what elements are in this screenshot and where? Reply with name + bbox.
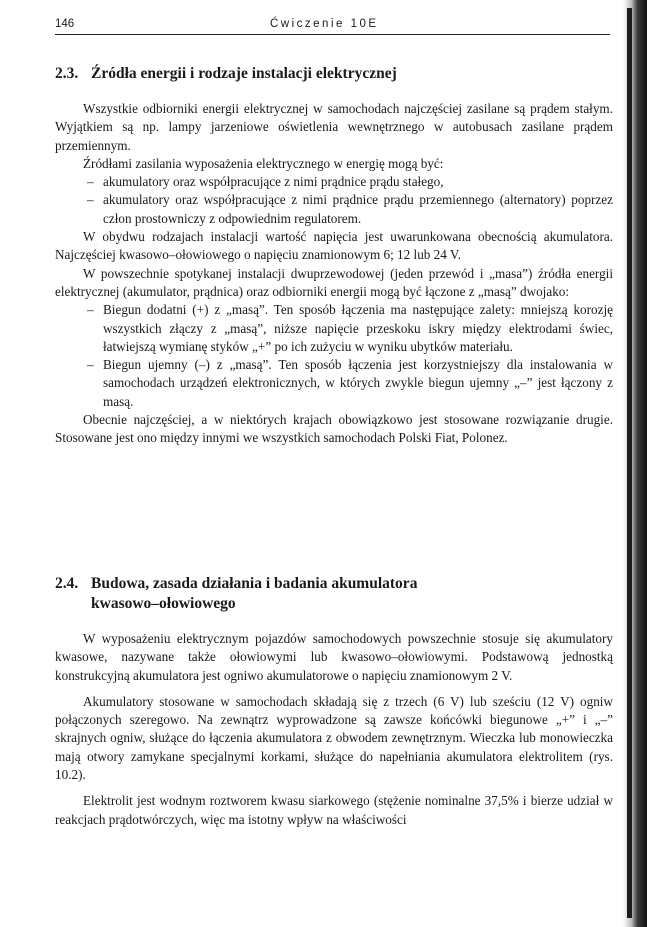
page-header	[55, 14, 610, 35]
dash-bullet: –	[87, 357, 94, 373]
paragraph: W powszechnie spotykanej instalacji dwuprzewodowej (jeden przewód i „masa”) źródła energii elektrycznej (akumulator, prądnica) oraz odbiorniki energii mogą być łączone z „masą” dwojako:	[55, 265, 613, 299]
dash-bullet: –	[87, 174, 94, 190]
page-number: 146	[55, 18, 75, 30]
section-heading-2-3	[55, 64, 615, 84]
section-number: 2.3.	[55, 65, 79, 82]
grounding-method-list	[55, 301, 613, 411]
dash-bullet: –	[87, 192, 94, 208]
paragraph: Akumulatory stosowane w samochodach składają się z trzech (6 V) lub sześciu (12 V) ogniw połączonych szeregowo. Na zewnątrz wyprowadzone są zawsze końcówki biegunowe „+” i „–” skrajnych ogniw, służące do łączenia akumulatora z obwodem zewnętrznym. Wieczka lub monowieczka mają otwory zamykane specjalnymi korkami, służące do napełniania akumulatora elektrolitem (rys. 10.2).	[55, 693, 613, 783]
paragraph: Elektrolit jest wodnym roztworem kwasu siarkowego (stężenie nominalne 37,5% i bierze udział w reakcjach prądotwórczych, więc ma istotny wpływ na właściwości	[55, 793, 613, 827]
list-item: – akumulatory oraz współpracujące z nimi prądnice prądu przemiennego (alternatory) poprzez człon prostowniczy z odpowiednim regulatorem.	[87, 192, 613, 226]
paragraph: Wszystkie odbiorniki energii elektrycznej w samochodach najczęściej zasilane są prądem stałym. Wyjątkiem są np. lampy jarzeniowe oświetlenia wewnętrznego w autobusach zasilane prądem przemiennym.	[55, 101, 613, 153]
paragraph: Źródłami zasilania wyposażenia elektrycznego w energię mogą być:	[83, 155, 444, 171]
section-title-line1: Budowa, zasada działania i badania akumulatora	[91, 575, 418, 592]
paragraph: W obydwu rodzajach instalacji wartość napięcia jest uwarunkowana obecnością akumulatora. Najczęściej kwasowo–ołowiowego o napięciu znamionowym 6; 12 lub 24 V.	[55, 229, 613, 263]
paragraph: Obecnie najczęściej, a w niektórych krajach obowiązkowo jest stosowane rozwiązanie drugie. Stosowane jest ono między innymi we wszystkich samochodach Polski Fiat, Polonez.	[55, 412, 613, 446]
paragraph: W wyposażeniu elektrycznym pojazdów samochodowych powszechnie stosuje się akumulatory kwasowe, nazywane także ołowiowymi lub kwasowo–ołowiowymi. Podstawową jednostką konstrukcyjną akumulatora jest ogniwo akumulatorowe o napięciu znamionowym 2 V.	[55, 631, 613, 683]
section-2-3-body	[55, 100, 613, 448]
list-item: – akumulatory oraz współpracujące z nimi prądnice prądu stałego,	[55, 173, 613, 191]
section-2-4-body	[55, 630, 613, 829]
list-item: – Biegun dodatni (+) z „masą”. Ten sposób łączenia ma następujące zalety: mniejszą korozję wszystkich złączy z „masą”, niższe napięcie przeskoku iskry między elektrodami świec, łatwiejszą wymianę styków „+” po ich zużyciu w wyniku ubytków materiału.	[87, 302, 613, 354]
page-binding-shadow	[627, 8, 632, 918]
section-title: Źródła energii i rodzaje instalacji elektrycznej	[91, 65, 397, 82]
dash-bullet: –	[87, 302, 94, 318]
section-title-line2: kwasowo–ołowiowego	[91, 595, 236, 612]
running-title: Ćwiczenie 10E	[270, 18, 379, 30]
power-source-list	[55, 173, 613, 228]
list-item: – Biegun ujemny (–) z „masą”. Ten sposób łączenia jest korzystniejszy dla instalowania w samochodach urządzeń elektronicznych, w których zwykle biegun ujemny „–” jest łączony z masą.	[87, 357, 613, 409]
section-heading-2-4	[55, 574, 615, 614]
section-number: 2.4.	[55, 575, 79, 592]
